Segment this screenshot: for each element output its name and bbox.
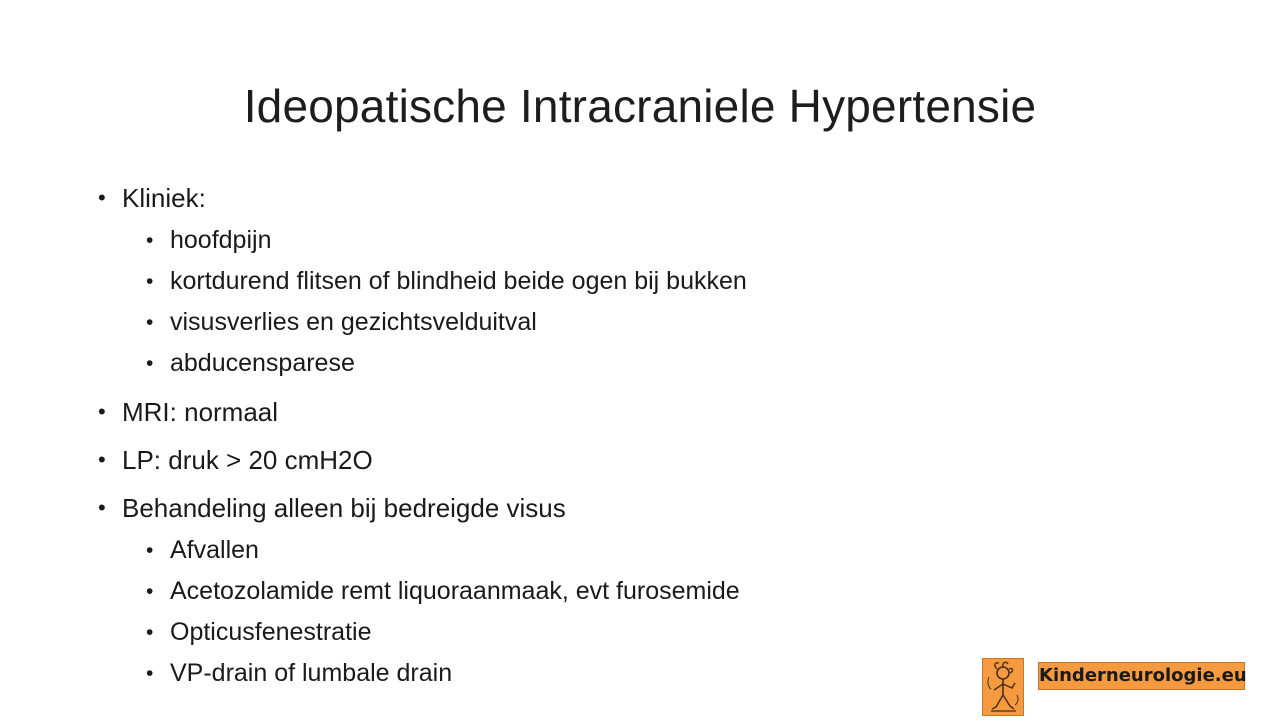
sub-bullet-text: abducensparese <box>170 349 355 377</box>
child-figure-icon <box>982 658 1024 716</box>
sub-bullet-text: hoofdpijn <box>170 226 272 254</box>
bullet-text: Kliniek: <box>122 183 206 213</box>
sub-bullet <box>122 612 996 653</box>
sub-bullet <box>122 653 996 694</box>
logo-text: Kinderneurologie.eu <box>1038 662 1245 690</box>
sub-bullet <box>122 261 996 302</box>
bullet-text: MRI: normaal <box>122 397 279 427</box>
bullet-text: LP: druk > 20 cmH2O <box>122 445 373 475</box>
sub-bullet-list <box>122 530 996 694</box>
bullet-kliniek <box>96 178 996 384</box>
bullet-list <box>96 178 996 694</box>
slide-title: Ideopatische Intracraniele Hypertensie <box>243 80 1037 132</box>
bullet-text: Behandeling alleen bij bedreigde visus <box>122 493 566 523</box>
sub-bullet-list <box>122 220 996 384</box>
kinderneurologie-logo <box>982 658 1246 718</box>
bullet-behandeling <box>96 488 996 694</box>
bullet-mri <box>96 392 996 432</box>
sub-bullet-text: visusverlies en gezichtsvelduitval <box>170 308 537 336</box>
sub-bullet-text: kortdurend flitsen of blindheid beide ogen bij bukken <box>170 267 747 295</box>
sub-bullet-text: VP-drain of lumbale drain <box>170 659 453 687</box>
slide-content <box>96 178 996 702</box>
sub-bullet-text: Afvallen <box>170 536 259 564</box>
sub-bullet-text: Opticusfenestratie <box>170 618 372 646</box>
sub-bullet <box>122 220 996 261</box>
sub-bullet-text: Acetozolamide remt liquoraanmaak, evt furosemide <box>170 577 740 605</box>
sub-bullet <box>122 343 996 384</box>
sub-bullet <box>122 530 996 571</box>
sub-bullet <box>122 571 996 612</box>
sub-bullet <box>122 302 996 343</box>
bullet-lp <box>96 440 996 480</box>
